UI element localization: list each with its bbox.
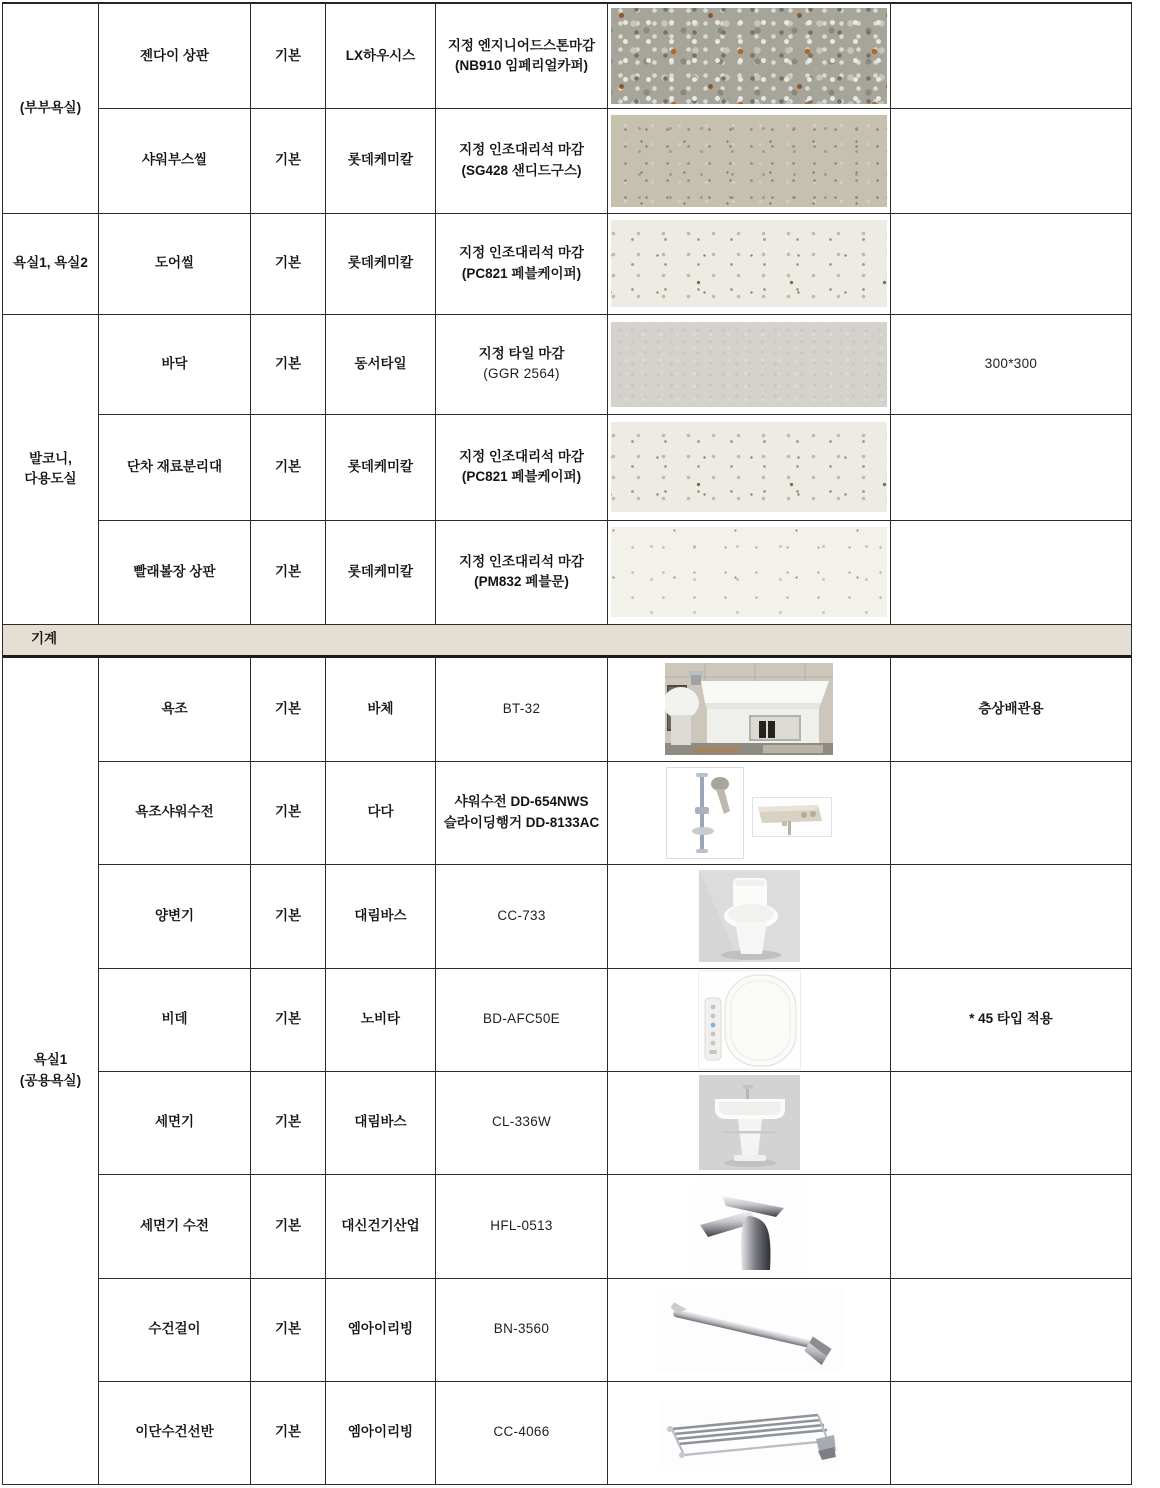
table-row	[3, 968, 1132, 1071]
spec-cell: HFL-0513	[436, 1174, 608, 1278]
spec-cell: CC-733	[436, 864, 608, 968]
maker-cell: 롯데케미칼	[326, 108, 436, 213]
note-cell	[891, 213, 1132, 314]
finish-materials-sheet	[0, 2, 1160, 1488]
maker-cell: 동서타일	[326, 314, 436, 414]
image-cell	[608, 1174, 891, 1278]
note-cell	[891, 1278, 1132, 1381]
item-cell: 욕조	[99, 656, 251, 761]
note-cell: * 45 타입 적용	[891, 968, 1132, 1071]
image-cell	[608, 414, 891, 520]
item-cell: 빨래볼장 상판	[99, 520, 251, 624]
spec-line: (GGR 2564)	[483, 366, 560, 381]
spec-line: 지정 인조대리석 마감	[459, 553, 584, 569]
item-cell: 수건걸이	[99, 1278, 251, 1381]
item-cell: 세면기 수전	[99, 1174, 251, 1278]
table-row	[3, 761, 1132, 864]
grade-cell: 기본	[251, 864, 326, 968]
table-row	[3, 1071, 1132, 1174]
location-label: 다용도실	[24, 471, 77, 486]
maker-cell: 롯데케미칼	[326, 414, 436, 520]
location-cell-bath12	[3, 213, 99, 314]
spec-line: (PC821 페블케이퍼)	[461, 265, 582, 281]
table-row	[3, 520, 1132, 624]
location-label: (부부욕실)	[19, 100, 82, 116]
spec-cell	[436, 213, 608, 314]
spec-line: (PM832 페블문)	[474, 574, 569, 589]
grade-cell: 기본	[251, 414, 326, 520]
item-cell: 젠다이 상판	[99, 3, 251, 108]
finish-materials-table	[2, 2, 1132, 1485]
spec-cell: CC-4066	[436, 1381, 608, 1484]
maker-cell: 엠아이리빙	[326, 1381, 436, 1484]
image-cell	[608, 864, 891, 968]
image-cell	[608, 3, 891, 108]
table-row	[3, 1381, 1132, 1484]
image-cell	[608, 520, 891, 624]
spec-cell	[436, 414, 608, 520]
spec-line: 지정 타일 마감	[478, 345, 565, 361]
item-cell: 욕조샤워수전	[99, 761, 251, 864]
spec-cell: BN-3560	[436, 1278, 608, 1381]
section-header-label: 기계	[3, 624, 1132, 656]
towel-bar-photo	[657, 1288, 842, 1371]
artificial-marble-swatch-sg428	[611, 115, 887, 207]
spec-line: 지정 엔지니어드스톤마감	[447, 37, 596, 53]
spec-cell	[436, 3, 608, 108]
grade-cell: 기본	[251, 1278, 326, 1381]
location-cell-master-bath	[3, 3, 99, 213]
table-row	[3, 864, 1132, 968]
table-row	[3, 3, 1132, 108]
location-cell-balcony	[3, 314, 99, 624]
note-cell	[891, 520, 1132, 624]
location-label: 욕실1, 욕실2	[13, 255, 88, 271]
item-cell: 양변기	[99, 864, 251, 968]
spec-cell	[436, 108, 608, 213]
artificial-marble-swatch-pm832	[611, 527, 887, 617]
tile-swatch-ggr2564	[611, 322, 887, 407]
maker-cell: 바체	[326, 656, 436, 761]
item-cell: 바닥	[99, 314, 251, 414]
spec-line: (NB910 임페리얼카퍼)	[454, 57, 588, 73]
table-row	[3, 414, 1132, 520]
note-cell	[891, 3, 1132, 108]
item-cell: 세면기	[99, 1071, 251, 1174]
note-cell	[891, 108, 1132, 213]
grade-cell: 기본	[251, 968, 326, 1071]
grade-cell: 기본	[251, 1071, 326, 1174]
table-row	[3, 1278, 1132, 1381]
table-row	[3, 213, 1132, 314]
item-cell: 비데	[99, 968, 251, 1071]
image-cell	[608, 761, 891, 864]
image-cell	[608, 1071, 891, 1174]
note-cell	[891, 414, 1132, 520]
image-cell	[608, 1278, 891, 1381]
maker-cell: 대림바스	[326, 1071, 436, 1174]
maker-cell: 대림바스	[326, 864, 436, 968]
spec-line: (SG428 샌디드구스)	[461, 162, 582, 178]
grade-cell: 기본	[251, 1174, 326, 1278]
shower-faucet-photo	[752, 797, 832, 837]
spec-line: (PC821 페블케이퍼)	[461, 469, 582, 484]
grade-cell: 기본	[251, 3, 326, 108]
item-cell: 도어씰	[99, 213, 251, 314]
faucet-photo	[692, 1180, 807, 1273]
maker-cell: 롯데케미칼	[326, 213, 436, 314]
table-row	[3, 1174, 1132, 1278]
note-cell	[891, 761, 1132, 864]
location-label: (공용욕실)	[19, 1072, 82, 1088]
toilet-photo	[699, 870, 800, 962]
maker-cell: 다다	[326, 761, 436, 864]
maker-cell: 노비타	[326, 968, 436, 1071]
spec-cell	[436, 520, 608, 624]
bathtub-photo	[665, 663, 833, 755]
grade-cell: 기본	[251, 656, 326, 761]
note-cell	[891, 1174, 1132, 1278]
item-cell: 단차 재료분리대	[99, 414, 251, 520]
grade-cell: 기본	[251, 520, 326, 624]
artificial-marble-swatch-pc821	[611, 422, 887, 512]
maker-cell: LX하우시스	[326, 3, 436, 108]
maker-cell: 엠아이리빙	[326, 1278, 436, 1381]
image-cell	[608, 1381, 891, 1484]
location-cell-bath1-common	[3, 656, 99, 1484]
section-header-row	[3, 624, 1132, 656]
grade-cell: 기본	[251, 213, 326, 314]
table-row	[3, 108, 1132, 213]
spec-cell: CL-336W	[436, 1071, 608, 1174]
spec-line: 슬라이딩행거 DD-8133AC	[443, 814, 600, 830]
grade-cell: 기본	[251, 761, 326, 864]
grade-cell: 기본	[251, 314, 326, 414]
note-cell: 300*300	[891, 314, 1132, 414]
spec-line: 지정 인조대리석 마감	[459, 142, 584, 158]
table-row	[3, 656, 1132, 761]
note-cell	[891, 1381, 1132, 1484]
image-cell	[608, 656, 891, 761]
note-cell: 층상배관용	[891, 656, 1132, 761]
towel-shelf-photo	[658, 1399, 841, 1466]
item-cell: 샤워부스씰	[99, 108, 251, 213]
location-label: 발코니,	[29, 450, 72, 466]
shower-slide-bar-photo	[666, 767, 744, 859]
note-cell	[891, 864, 1132, 968]
grade-cell: 기본	[251, 108, 326, 213]
table-row	[3, 314, 1132, 414]
location-label: 욕실1	[33, 1052, 68, 1068]
spec-cell	[436, 314, 608, 414]
image-cell	[608, 968, 891, 1071]
washbasin-photo	[699, 1075, 800, 1170]
image-cell	[608, 213, 891, 314]
image-cell	[608, 314, 891, 414]
image-cell	[608, 108, 891, 213]
spec-cell	[436, 761, 608, 864]
spec-cell: BD-AFC50E	[436, 968, 608, 1071]
engineered-stone-swatch-nb910	[611, 8, 887, 104]
maker-cell: 롯데케미칼	[326, 520, 436, 624]
spec-line: 지정 인조대리석 마감	[459, 245, 584, 261]
spec-line: 샤워수전 DD-654NWS	[454, 794, 589, 810]
item-cell: 이단수건선반	[99, 1381, 251, 1484]
spec-cell: BT-32	[436, 656, 608, 761]
maker-cell: 대신건기산업	[326, 1174, 436, 1278]
artificial-marble-swatch-pc821	[611, 220, 887, 307]
spec-line: 지정 인조대리석 마감	[459, 448, 584, 464]
note-cell	[891, 1071, 1132, 1174]
grade-cell: 기본	[251, 1381, 326, 1484]
bidet-photo	[698, 970, 801, 1070]
